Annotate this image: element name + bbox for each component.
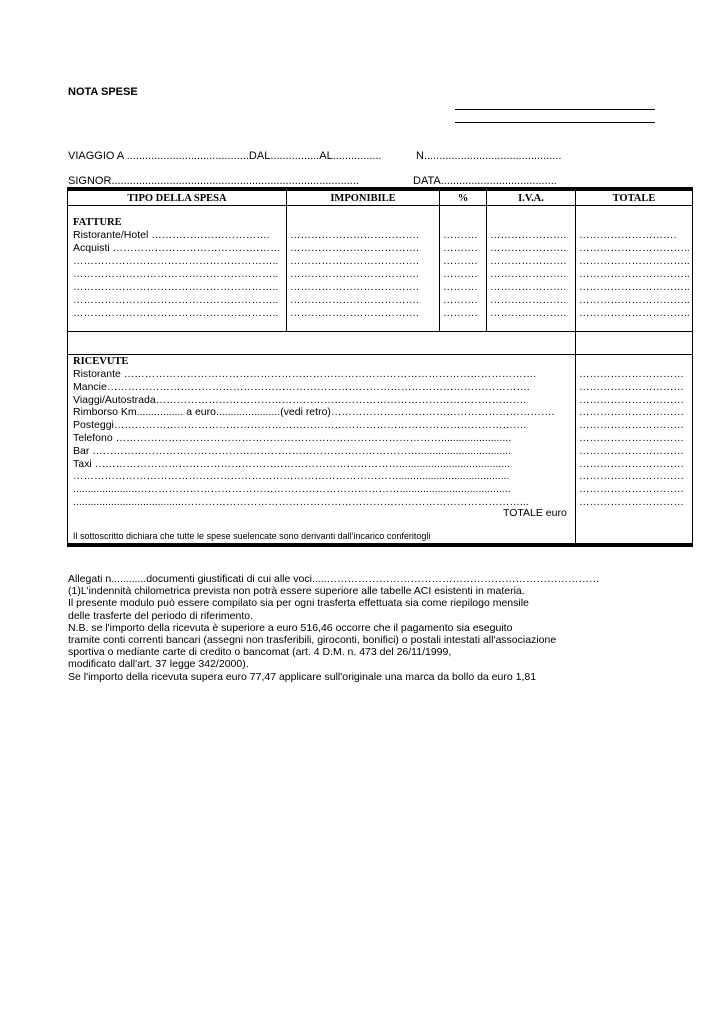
fatture-heading: FATTURE: [73, 217, 122, 228]
table-bottom-border: [67, 543, 693, 547]
note-line: N.B. se l'importo della ricevuta è superiore a euro 516,46 occorre che il pagamento sia eseguito: [68, 621, 513, 634]
ricevuta-voce[interactable]: Bar …………………………………………………………………………………................................: [73, 444, 512, 457]
fattura-perc[interactable]: ……….: [443, 255, 478, 267]
ricevuta-totale[interactable]: …………………………: [579, 432, 684, 444]
header-divider: [67, 205, 693, 206]
ricevuta-totale[interactable]: …………………………: [579, 457, 684, 470]
fattura-iva[interactable]: ………………….: [490, 294, 567, 306]
ricevuta-voce[interactable]: Viaggi/Autostrada…………………………………………………………………………………………….: [73, 393, 527, 406]
fattura-iva[interactable]: ………………….: [490, 281, 567, 293]
col-header-perc: %: [457, 193, 469, 204]
ricevuta-totale[interactable]: …………………………: [579, 393, 684, 406]
fattura-perc[interactable]: ……….: [443, 242, 478, 254]
fattura-imponibile[interactable]: ……………………………….: [290, 307, 419, 319]
fattura-voce[interactable]: Ristorante/Hotel …………………………….: [73, 229, 270, 241]
note-line: (1)L'indennità chilometrica prevista non potrà essere superiore alle tabelle ACI esistenti in materia.: [68, 585, 525, 598]
signor-field[interactable]: SIGNOR.................................................................................: [68, 175, 359, 187]
fattura-voce[interactable]: …………………………………………………..: [73, 294, 279, 306]
col-header-tipo: TIPO DELLA SPESA: [127, 193, 227, 204]
ricevuta-voce[interactable]: Mancie………………………………………………………………………………………………………….: [73, 380, 530, 393]
fattura-imponibile[interactable]: ……………………………….: [290, 281, 419, 293]
ricevuta-totale[interactable]: …………………………: [579, 419, 684, 432]
fattura-perc[interactable]: ……….: [443, 268, 478, 280]
ricevuta-totale[interactable]: …………………………: [579, 368, 684, 380]
fattura-iva[interactable]: ………………….: [490, 255, 567, 267]
table-left-border: [67, 187, 68, 545]
signature-line-2: [455, 122, 655, 123]
ricevuta-voce[interactable]: Telefono …………………………………………………………………………………........................: [73, 432, 512, 444]
totale-euro-label: TOTALE euro: [503, 507, 567, 519]
ricevuta-voce[interactable]: ......................................……………………………………………………………………………………...: [73, 496, 529, 508]
fattura-iva[interactable]: ………………….: [490, 229, 567, 241]
ricevute-heading: RICEVUTE: [73, 356, 129, 367]
fattura-perc[interactable]: ……….: [443, 281, 478, 293]
fattura-voce[interactable]: …………………………………………………..: [73, 268, 279, 280]
note-line: Allegati n............documenti giustificati di cui alle voci.....……………………………………………………………………: [68, 573, 600, 585]
ricevuta-voce[interactable]: Ristorante ……………………………………………………………………………………………………….: [73, 368, 537, 380]
col-divider-totale: [575, 191, 576, 543]
ricevuta-totale[interactable]: …………………………: [579, 496, 684, 508]
fattura-totale[interactable]: …………………………..: [579, 307, 690, 319]
ricevuta-totale[interactable]: …………………………: [579, 483, 684, 496]
fattura-perc[interactable]: ……….: [443, 307, 478, 319]
ricevuta-voce[interactable]: Posteggi……………………………………………………………………………………………………….: [73, 419, 527, 432]
fattura-totale[interactable]: ……………………….: [579, 229, 677, 241]
fattura-iva[interactable]: ………………….: [490, 242, 567, 254]
viaggio-field[interactable]: VIAGGIO A ........................................DAL................AL................: [68, 150, 382, 162]
col-divider-imponibile: [286, 191, 287, 332]
note-line: sportiva o mediante carte di credito o bancomat (art. 4 D.M. n. 473 del 26/11/1999,: [68, 646, 452, 659]
fattura-imponibile[interactable]: ……………………………….: [290, 268, 419, 280]
ricevuta-totale[interactable]: …………………………: [579, 444, 684, 457]
fattura-totale[interactable]: …………………………..: [579, 294, 690, 306]
ricevuta-voce[interactable]: …………………………………………………………………………………......................................: [73, 470, 510, 483]
fattura-imponibile[interactable]: ……………………………….: [290, 242, 419, 254]
note-line: modificato dall'art. 37 legge 342/2000).: [68, 658, 249, 671]
fattura-voce[interactable]: …………………………………………………..: [73, 255, 279, 267]
fattura-voce[interactable]: …………………………………………………..: [73, 281, 279, 293]
col-divider-perc: [439, 191, 440, 332]
fattura-voce[interactable]: Acquisti …………………………………………: [73, 242, 281, 254]
col-divider-iva: [486, 191, 487, 332]
note-line: delle trasferte del periodo di riferimento.: [68, 609, 254, 622]
fattura-totale[interactable]: …………………………..: [579, 268, 690, 280]
note-line: Il presente modulo può essere compilato sia per ogni trasferta effettuata sia come riepilogo mensile: [68, 597, 529, 610]
ricevuta-voce[interactable]: Taxi ……………………………………………………………………………......................................: [73, 457, 510, 470]
fattura-iva[interactable]: ………………….: [490, 268, 567, 280]
ricevuta-totale[interactable]: …………………………: [579, 406, 684, 419]
ricevuta-totale[interactable]: …………………………: [579, 470, 684, 483]
table-top-border: [67, 187, 693, 191]
numero-field[interactable]: N.............................................: [416, 150, 562, 162]
fattura-voce[interactable]: …………………………………………………..: [73, 307, 279, 319]
fattura-perc[interactable]: ……….: [443, 294, 478, 306]
data-field[interactable]: DATA......................................: [413, 175, 557, 187]
fattura-imponibile[interactable]: ……………………………….: [290, 294, 419, 306]
signature-line-1: [455, 109, 655, 110]
note-line: tramite conti correnti bancari (assegni non trasferibili, giroconti, bonifici) o postali intestati all'associazione: [68, 634, 557, 646]
col-header-iva: I.V.A.: [518, 193, 544, 204]
fattura-imponibile[interactable]: ……………………………….: [290, 255, 419, 267]
table-right-border: [692, 187, 693, 545]
fattura-totale[interactable]: …………………………..: [579, 281, 690, 293]
col-header-totale: TOTALE: [612, 193, 656, 204]
fattura-iva[interactable]: ………………….: [490, 307, 567, 319]
ricevuta-totale[interactable]: …………………………: [579, 380, 684, 393]
fattura-totale[interactable]: …………………………..: [579, 255, 690, 267]
fattura-imponibile[interactable]: ……………………………….: [290, 229, 419, 241]
col-header-imponibile: IMPONIBILE: [330, 193, 396, 204]
note-line: Se l'importo della ricevuta supera euro 77,47 applicare sull'originale una marca da bollo da euro 1,81: [68, 670, 537, 683]
dichiarazione-text: Il sottoscritto dichiara che tutte le spese suelencate sono derivanti dall'incarico conferitogli: [73, 531, 431, 541]
fattura-perc[interactable]: ……….: [443, 229, 478, 241]
ricevuta-voce[interactable]: ......................…………………………………………………………………......................................: [73, 483, 511, 496]
ricevuta-voce[interactable]: Rimborso Km................ a euro......................(vedi retro)……………………………………………………….: [73, 406, 555, 419]
ricevute-top-border: [67, 354, 693, 355]
page-title: NOTA SPESE: [68, 86, 138, 98]
fattura-totale[interactable]: …………………………..: [579, 242, 690, 254]
fatture-bottom-border: [67, 331, 693, 332]
